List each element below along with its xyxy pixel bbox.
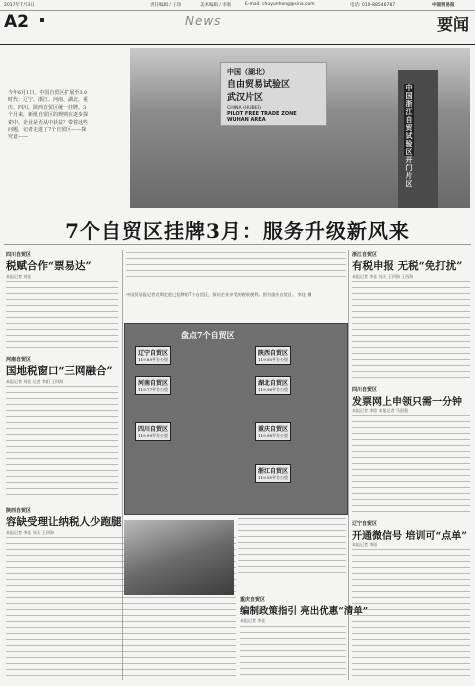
body-sichuan: [6, 281, 118, 351]
kicker-sichuan: 四川自贸区: [6, 252, 32, 258]
news-label: News: [185, 14, 222, 28]
kicker-henan: 河南自贸区: [6, 357, 32, 363]
body-chongqing: [240, 626, 346, 680]
byline-chongqing: 本报记者 李佳: [240, 618, 266, 623]
map-caption-text: 中国贸易报记者近期走进已挂牌的7个自贸区，探访企业享受的税收便利。图为重庆自贸区。: [126, 292, 297, 297]
title-liaoning: 开通微信号 培训可“点单”: [352, 531, 467, 542]
zone-henan: 河南自贸区 119.77平方公里: [135, 376, 171, 395]
body-middle-top: [126, 252, 346, 282]
main-headline: 7个自贸区挂牌3月：服务升级新风来: [65, 219, 410, 243]
sign-line-4: CHINA (HUBEI): [227, 106, 261, 111]
zone-shaanxi: 陕西自贸区 119.95平方公里: [255, 346, 291, 365]
zone-map: [124, 323, 348, 515]
body-sichuan-2: [352, 415, 470, 515]
zone-liaoning: 辽宁自贸区 119.89平方公里: [135, 346, 171, 365]
issue-date: 2017年7月3日: [4, 3, 35, 8]
byline-sichuan-2: 本报记者 李阳 本报记者 马国强: [352, 408, 408, 413]
lead-text: 今年6月1日，中国自贸区扩展至3.0时代：辽宁、浙江、河南、湖北、重庆、四川、陕西自贸区统一挂牌。3个月来，新批自贸区的规则在逐步探索中。企业是否从中获益？带着这些问题，记者走进了7个自贸区——探究竟——: [8, 90, 89, 141]
zone-chongqing: 重庆自贸区 119.98平方公里: [255, 422, 291, 441]
body-middle-lower: [238, 518, 346, 578]
photo-sign: [220, 62, 327, 126]
title-sichuan: 税赋合作“票易达”: [6, 260, 92, 272]
body-henan: [6, 386, 118, 500]
title-chongqing: 编制政策指引 亮出优惠“清单”: [240, 606, 369, 617]
sign-line-6: WUHAN AREA: [227, 117, 266, 123]
sign-line-5: PILOT FREE TRADE ZONE: [227, 111, 297, 117]
map-photo-credit: 李佳 摄: [297, 292, 312, 297]
sign-line-2: 自由贸易试验区: [227, 80, 291, 90]
map-caption: [126, 292, 346, 312]
kicker-chongqing: 重庆自贸区: [240, 597, 266, 603]
byline-sichuan: 本报记者 刘佳: [6, 274, 32, 279]
title-henan: 国地税窗口“三网融合”: [6, 365, 113, 377]
headline-rule: [4, 244, 471, 245]
email: E-mail: chuyunhong@sina.com: [245, 2, 315, 7]
zone-hubei: 湖北自贸区 119.96平方公里: [255, 376, 291, 395]
body-zhejiang: [352, 281, 470, 381]
kicker-liaoning: 辽宁自贸区: [352, 521, 378, 527]
body-liaoning: [352, 549, 470, 679]
tower-sign: 中国浙江自贸试验区开门片区: [405, 84, 413, 188]
kicker-shaanxi: 陕西自贸区: [6, 508, 32, 514]
byline-shaanxi: 本报记者 李佳 刘天 王四海: [6, 530, 54, 535]
page-number: A2: [4, 12, 29, 32]
port-photo: [124, 520, 234, 595]
title-shaanxi: 容缺受理让纳税人少跑腿: [6, 516, 122, 528]
title-sichuan-2: 发票网上申领只需一分钟: [352, 397, 462, 408]
title-zhejiang: 有税申报 无税“免打扰”: [352, 260, 463, 272]
section-title: 要闻: [436, 15, 469, 34]
byline-liaoning: 本报记者 李阳: [352, 542, 378, 547]
zone-zhejiang: 浙江自贸区 119.95平方公里: [255, 464, 291, 483]
paper-name: 中国贸易报: [432, 3, 455, 8]
kicker-zhejiang: 浙江自贸区: [352, 252, 378, 258]
page-header: [0, 10, 475, 45]
byline-henan: 本报记者 刘佳 记者 李阳 王四海: [6, 379, 64, 384]
desk-editor: 责任编辑 / 王珍: [150, 3, 182, 8]
art-editor: 美术编辑 / 李新: [200, 3, 232, 8]
byline-zhejiang: 本报记者 李佳 刘天 王四海 王西海: [352, 274, 414, 279]
sign-line-3: 武汉片区: [227, 93, 264, 103]
map-title: 盘点7个自贸区: [181, 330, 235, 340]
page-marker: [40, 18, 44, 22]
sign-line-1: 中国（湖北）: [227, 68, 269, 76]
kicker-sichuan-2: 四川自贸区: [352, 387, 378, 393]
phone: 电话: 010-88546787: [350, 3, 396, 8]
zone-sichuan: 四川自贸区 119.99平方公里: [135, 422, 171, 441]
